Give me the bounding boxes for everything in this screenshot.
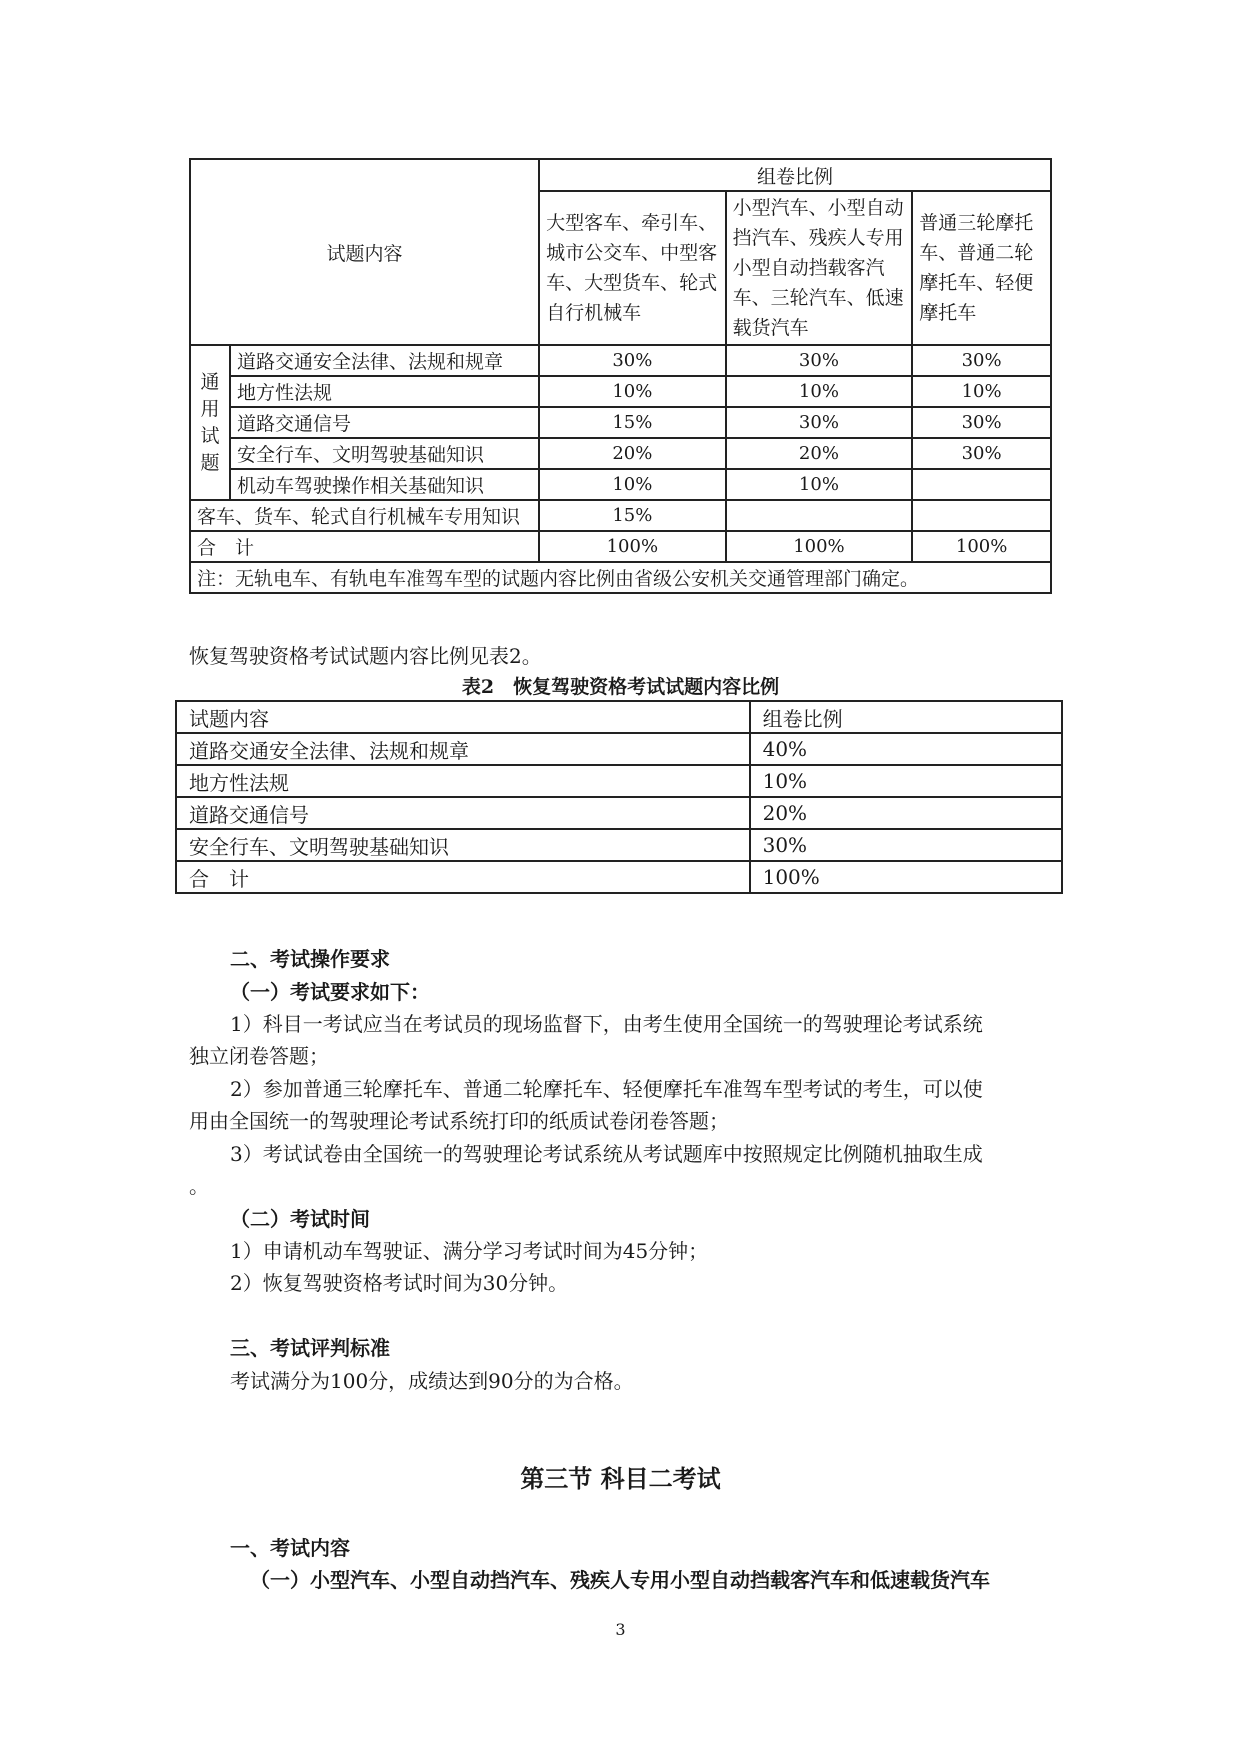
section2-item1-line1: 1）科目一考试应当在考试员的现场监督下，由考生使用全国统一的驾驶理论考试系统: [230, 1012, 983, 1036]
table-row-value: 100%: [750, 861, 1062, 893]
row-value: 20%: [726, 438, 913, 469]
row-label: 安全行车、文明驾驶基础知识: [230, 438, 539, 469]
row-value: [912, 500, 1051, 531]
row-label: 机动车驾驶操作相关基础知识: [230, 469, 539, 500]
category-header-small-vehicles: 小型汽车、小型自动挡汽车、残疾人专用小型自动挡载客汽车、三轮汽车、低速载货汽车: [726, 191, 913, 345]
content-section-sub: （一）小型汽车、小型自动挡汽车、残疾人专用小型自动挡载客汽车和低速载货汽车: [250, 1568, 990, 1592]
section2-title: 二、考试操作要求: [230, 947, 390, 971]
row-value: 10%: [539, 376, 726, 407]
row-value: 10%: [726, 469, 913, 500]
row-value: 30%: [912, 345, 1051, 376]
total-value: 100%: [539, 531, 726, 562]
section3-title: 三、考试评判标准: [230, 1336, 390, 1360]
table-row-value: 10%: [750, 765, 1062, 797]
row-value: 30%: [726, 345, 913, 376]
table2-caption: 表2 恢复驾驶资格考试试题内容比例: [461, 676, 780, 698]
section2-time1: 1）申请机动车驾驶证、满分学习考试时间为45分钟；: [230, 1239, 709, 1263]
section2-item2-line1: 2）参加普通三轮摩托车、普通二轮摩托车、轻便摩托车准驾车型考试的考生，可以使: [230, 1077, 983, 1101]
category-header-motorcycles: 普通三轮摩托车、普通二轮摩托车、轻便摩托车: [912, 191, 1051, 345]
table-row-value: 30%: [750, 829, 1062, 861]
row-label: 道路交通信号: [230, 407, 539, 438]
section2-item3-line1: 3）考试试卷由全国统一的驾驶理论考试系统从考试题库中按照规定比例随机抽取生成: [230, 1142, 983, 1166]
table-note: 注：无轨电车、有轨电车准驾车型的试题内容比例由省级公安机关交通管理部门确定。: [190, 562, 1051, 593]
page-number: 3: [615, 1620, 626, 1639]
total-value: 100%: [726, 531, 913, 562]
table-row-value: 20%: [750, 797, 1062, 829]
section2-item3-line2: 。: [189, 1174, 209, 1198]
row-value: 30%: [912, 407, 1051, 438]
table2-header-ratio: 组卷比例: [750, 701, 1062, 733]
content-header: 试题内容: [190, 159, 539, 345]
content-section-title: 一、考试内容: [230, 1536, 350, 1560]
group-label: [190, 345, 230, 500]
section2-item2-line2: 用由全国统一的驾驶理论考试系统打印的纸质试卷闭卷答题；: [189, 1109, 729, 1133]
section2-sub1: （一）考试要求如下：: [230, 980, 430, 1004]
total-value: 100%: [912, 531, 1051, 562]
row-value: 10%: [912, 376, 1051, 407]
row-value: 30%: [726, 407, 913, 438]
section3-text: 考试满分为100分，成绩达到90分的为合格。: [230, 1369, 634, 1393]
table-row-label: 合 计: [176, 861, 750, 893]
row-value: [726, 500, 913, 531]
row-label: 地方性法规: [230, 376, 539, 407]
row-label: 道路交通安全法律、法规和规章: [230, 345, 539, 376]
section2-sub2: （二）考试时间: [230, 1207, 370, 1231]
section2-time2: 2）恢复驾驶资格考试时间为30分钟。: [230, 1271, 569, 1295]
table-row-label: 地方性法规: [176, 765, 750, 797]
table2-intro: 恢复驾驶资格考试试题内容比例见表2。: [189, 644, 542, 668]
table-row-label: 道路交通安全法律、法规和规章: [176, 733, 750, 765]
chapter-title: 第三节 科目二考试: [520, 1465, 721, 1493]
row-value: 30%: [539, 345, 726, 376]
row-value: [912, 469, 1051, 500]
group-label-text: 通用试题: [200, 370, 220, 474]
ratio-header: 组卷比例: [539, 159, 1051, 191]
table-row-value: 40%: [750, 733, 1062, 765]
table-row-label: 道路交通信号: [176, 797, 750, 829]
row-value: 30%: [912, 438, 1051, 469]
restore-license-ratio-table: [175, 700, 1063, 894]
row-value: 20%: [539, 438, 726, 469]
row-value: 15%: [539, 407, 726, 438]
row-value: 10%: [539, 469, 726, 500]
row-value: 10%: [726, 376, 913, 407]
exam-ratio-table: [189, 158, 1052, 594]
table-row-label: 安全行车、文明驾驶基础知识: [176, 829, 750, 861]
special-row-label: 客车、货车、轮式自行机械车专用知识: [190, 500, 539, 531]
category-header-large-vehicles: 大型客车、牵引车、城市公交车、中型客车、大型货车、轮式自行机械车: [539, 191, 726, 345]
row-value: 15%: [539, 500, 726, 531]
total-row-label: 合 计: [190, 531, 539, 562]
table2-header-content: 试题内容: [176, 701, 750, 733]
section2-item1-line2: 独立闭卷答题；: [189, 1044, 329, 1068]
